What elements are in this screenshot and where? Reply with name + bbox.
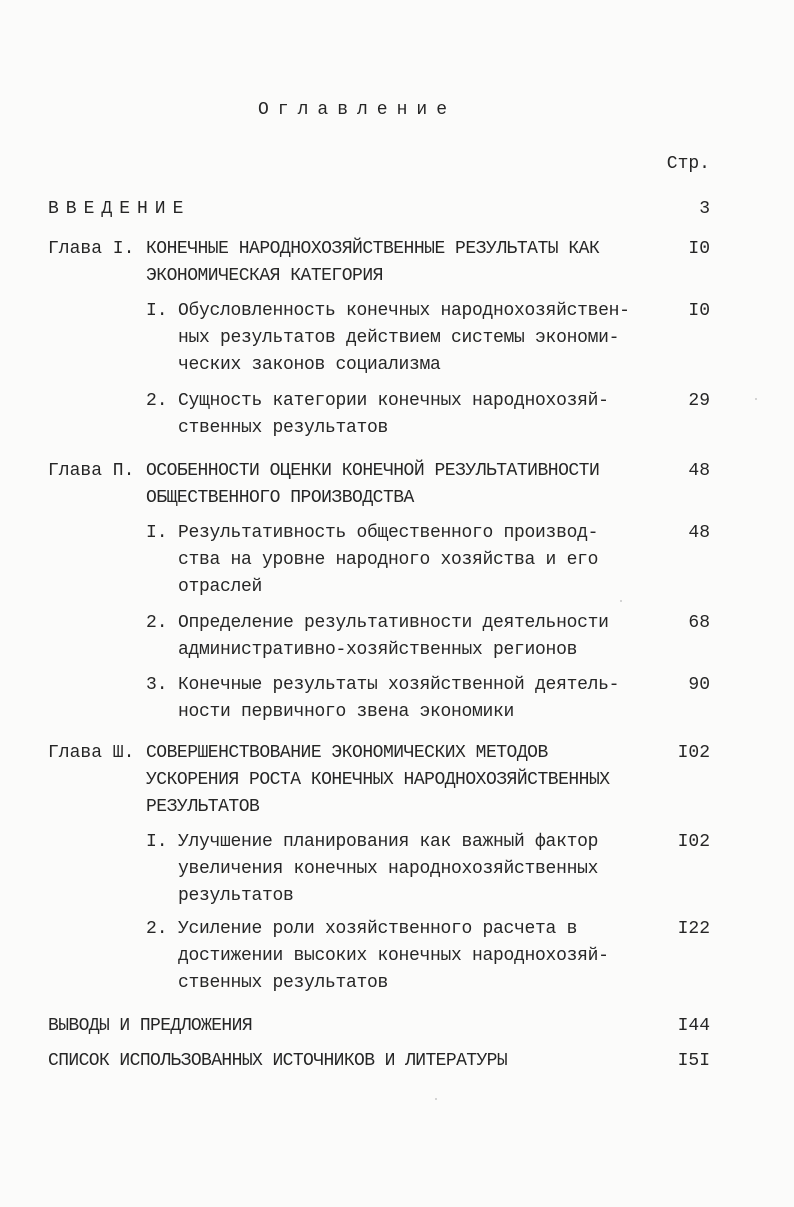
toc-entry-label: ВВЕДЕНИЕ	[48, 199, 191, 219]
toc-page-number: 90	[688, 675, 710, 695]
toc-page-number: 29	[688, 391, 710, 411]
section-title: Улучшение планирования как важный фактор увеличения конечных народнохозяйственных результатов	[178, 832, 599, 906]
toc-page-number: 48	[688, 461, 710, 481]
scan-speck	[755, 398, 757, 400]
toc-page-number: 68	[688, 613, 710, 633]
section-number: I.	[146, 301, 168, 321]
section-number: 2.	[146, 391, 168, 411]
toc-page-number: I02	[677, 832, 710, 852]
toc-page-number: 48	[688, 523, 710, 543]
toc-page-number: I02	[677, 743, 710, 763]
toc-page-number: I22	[677, 919, 710, 939]
chapter-label: Глава Ш.	[48, 743, 135, 763]
section-title: Обусловленность конечных народнохозяйствен- ных результатов действием системы экономи- ческих законов социализма	[178, 301, 630, 375]
scan-speck	[620, 600, 622, 602]
toc-entry-label: ВЫВОДЫ И ПРЕДЛОЖЕНИЯ	[48, 1016, 253, 1036]
section-number: 2.	[146, 919, 168, 939]
page-title: Оглавление	[257, 100, 457, 120]
chapter-title: ОСОБЕННОСТИ ОЦЕНКИ КОНЕЧНОЙ РЕЗУЛЬТАТИВНОСТИ ОБЩЕСТВЕННОГО ПРОИЗВОДСТВА	[146, 461, 600, 508]
page-column-label: Стр.	[666, 154, 710, 174]
toc-page-number: 3	[699, 199, 710, 219]
toc-entry-label: СПИСОК ИСПОЛЬЗОВАННЫХ ИСТОЧНИКОВ И ЛИТЕРАТУРЫ	[48, 1051, 508, 1071]
section-title: Конечные результаты хозяйственной деятель- ности первичного звена экономики	[178, 675, 620, 722]
toc-page-number: I5I	[677, 1051, 710, 1071]
scan-speck	[435, 1098, 437, 1100]
toc-page-number: I44	[677, 1016, 710, 1036]
section-title: Определение результативности деятельности административно-хозяйственных регионов	[178, 613, 609, 660]
chapter-title: СОВЕРШЕНСТВОВАНИЕ ЭКОНОМИЧЕСКИХ МЕТОДОВ УСКОРЕНИЯ РОСТА КОНЕЧНЫХ НАРОДНОХОЗЯЙСТВЕННЫХ РЕЗУЛЬТАТОВ	[146, 743, 610, 817]
section-number: 2.	[146, 613, 168, 633]
section-number: I.	[146, 523, 168, 543]
chapter-title: КОНЕЧНЫЕ НАРОДНОХОЗЯЙСТВЕННЫЕ РЕЗУЛЬТАТЫ КАК ЭКОНОМИЧЕСКАЯ КАТЕГОРИЯ	[146, 239, 600, 286]
section-title: Усиление роли хозяйственного расчета в достижении высоких конечных народнохозяй- ственных результатов	[178, 919, 609, 993]
section-number: I.	[146, 832, 168, 852]
section-title: Результативность общественного производ- ства на уровне народного хозяйства и его отраслей	[178, 523, 599, 597]
toc-page-number: I0	[688, 239, 710, 259]
chapter-label: Глава I.	[48, 239, 135, 259]
toc-page-number: I0	[688, 301, 710, 321]
section-title: Сущность категории конечных народнохозяй- ственных результатов	[178, 391, 609, 438]
section-number: 3.	[146, 675, 168, 695]
chapter-label: Глава П.	[48, 461, 135, 481]
